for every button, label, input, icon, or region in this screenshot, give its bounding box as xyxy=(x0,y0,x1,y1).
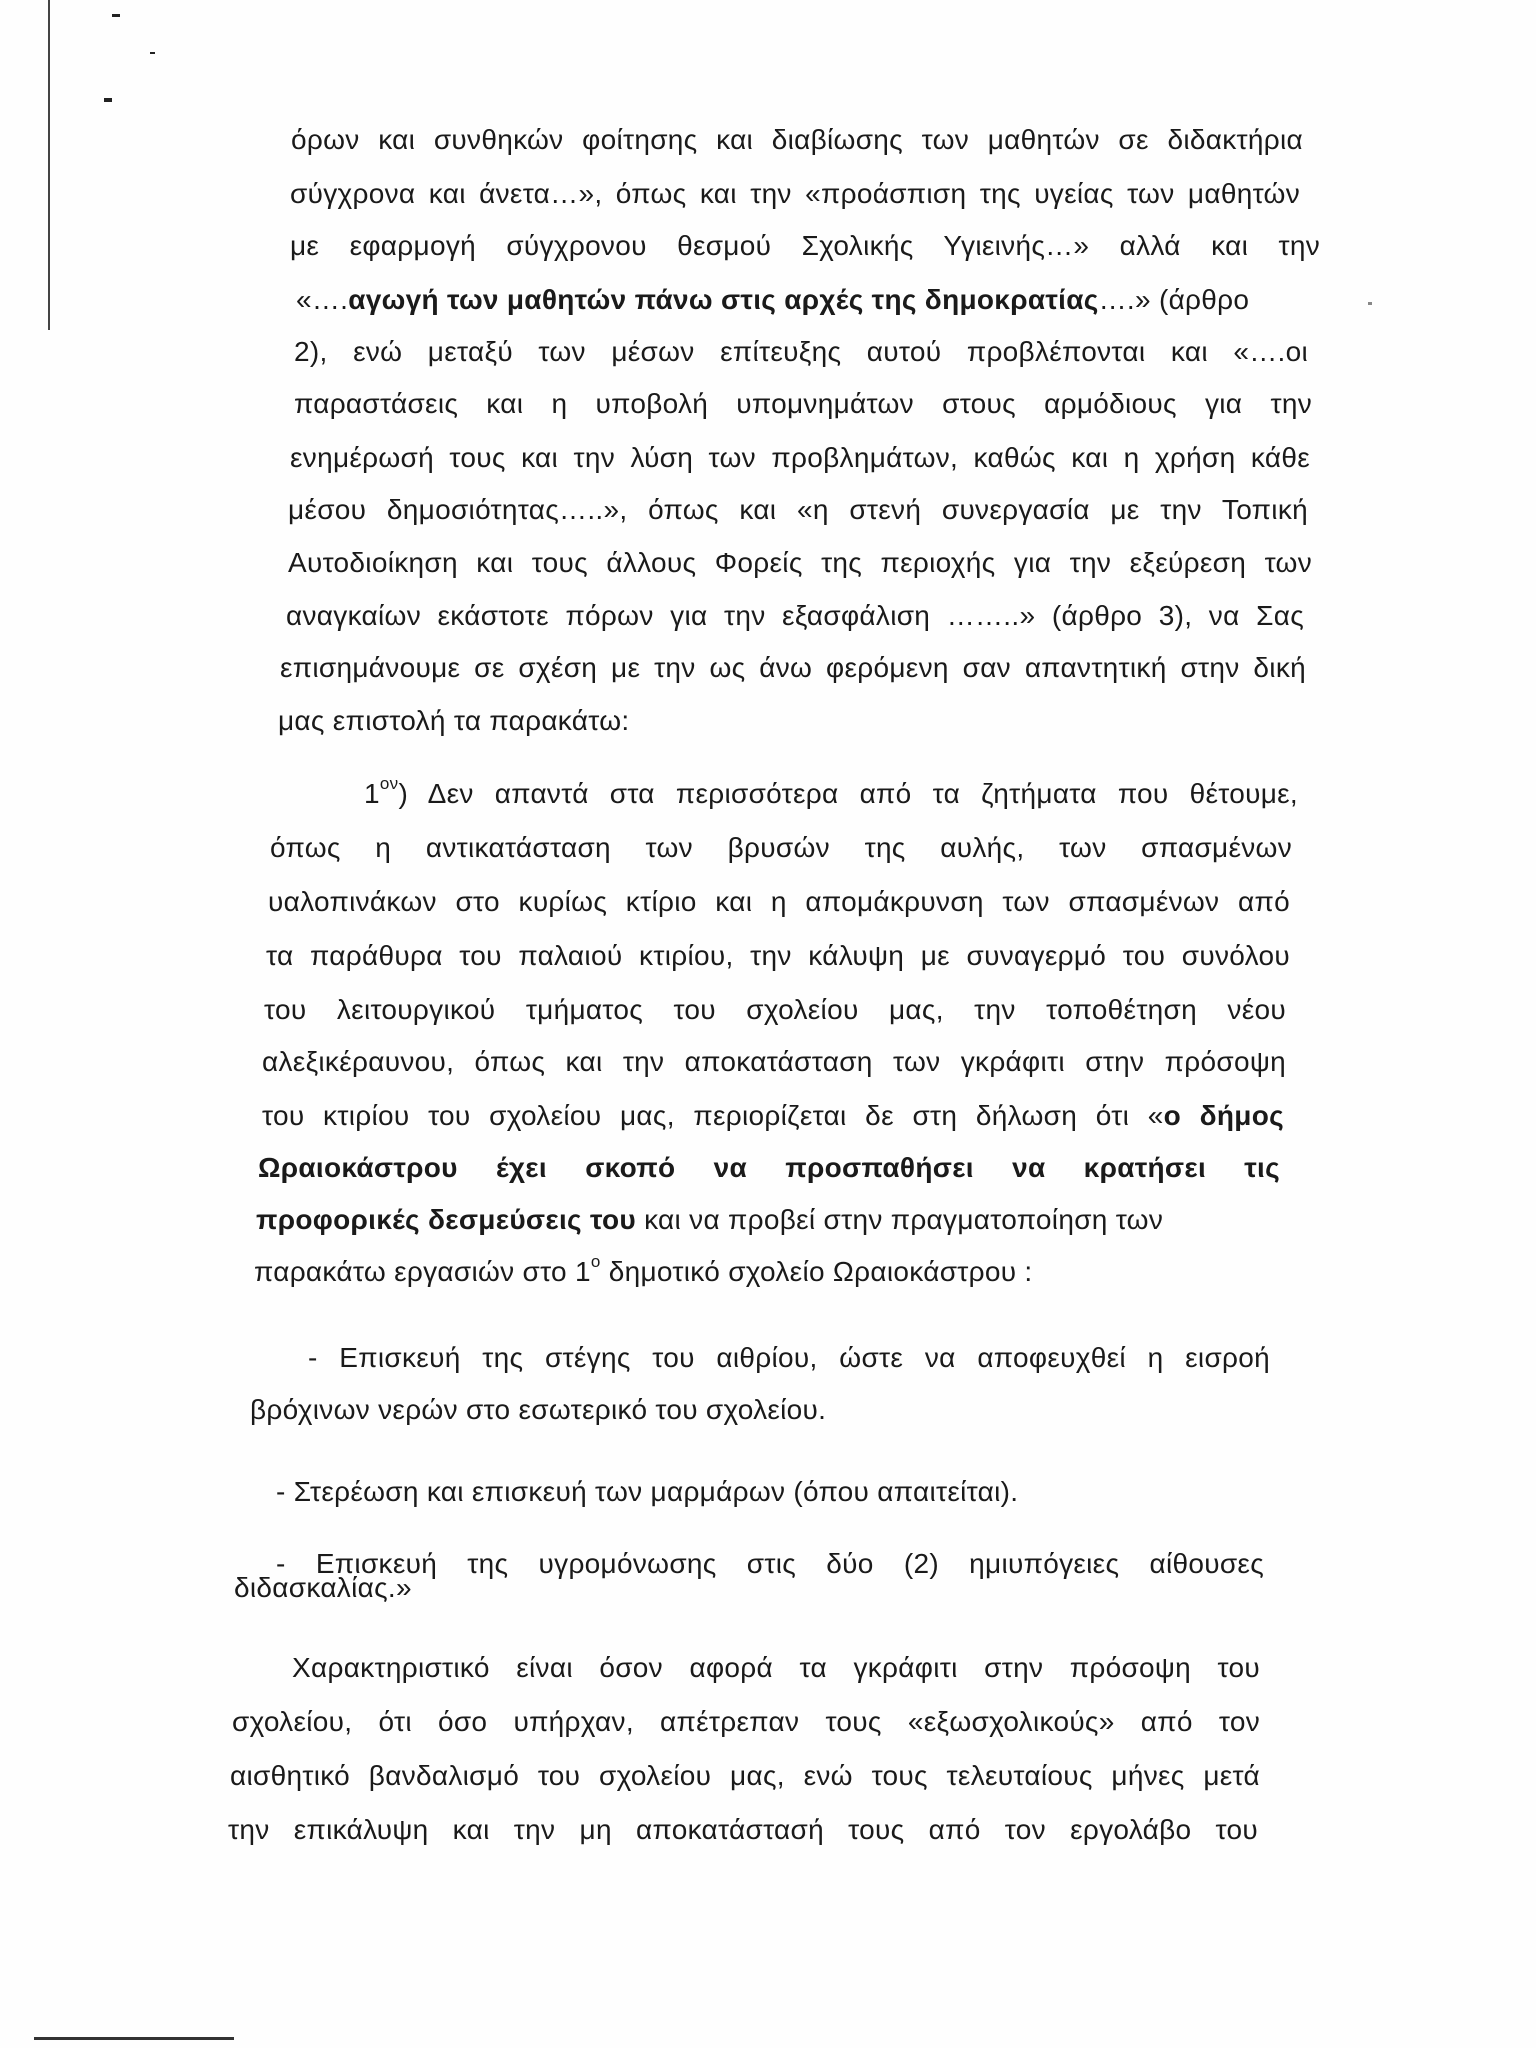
text-line: σύγχρονα και άνετα…», όπως και την «προάσπιση της υγείας των μαθητών xyxy=(290,178,1300,209)
text-line: Χαρακτηριστικό είναι όσον αφορά τα γκράφιτι στην πρόσοψη του xyxy=(292,1652,1260,1683)
text-run: δημοτικό σχολείο Ωραιοκάστρου : xyxy=(600,1256,1033,1287)
text-line: παραστάσεις και η υποβολή υπομνημάτων στους αρμόδιους για την xyxy=(294,388,1312,419)
text-run: παρακάτω εργασιών στο 1 xyxy=(254,1256,591,1287)
text-line: μας επιστολή τα παρακάτω: xyxy=(278,705,630,736)
text-line xyxy=(256,1202,1280,1238)
text-line: επισημάνουμε σε σχέση με την ως άνω φερόμενη σαν απαντητική στην δική xyxy=(280,652,1306,683)
text-line: του λειτουργικού τμήματος του σχολείου μας, την τοποθέτηση νέου xyxy=(264,994,1286,1025)
text-line xyxy=(262,1098,1284,1134)
list-item-continuation: διδασκαλίας.» xyxy=(234,1572,412,1603)
text-line: τα παράθυρα του παλαιού κτιρίου, την κάλυψη με συναγερμό του συνόλου xyxy=(266,940,1290,971)
text-line: υαλοπινάκων στο κυρίως κτίριο και η απομάκρυνση των σπασμένων από xyxy=(268,886,1290,917)
scan-speck xyxy=(150,52,155,54)
text-line: την επικάλυψη και την μη αποκατάστασή τους από τον εργολάβο του xyxy=(228,1814,1258,1845)
scan-edge-mark xyxy=(48,0,50,330)
text-bold-run: προφορικές δεσμεύσεις του xyxy=(256,1204,637,1235)
text-run: «…. xyxy=(296,284,349,315)
text-run: ….» (άρθρο xyxy=(1098,284,1250,315)
scan-speck xyxy=(1368,302,1372,305)
text-line xyxy=(254,1254,1154,1290)
text-line: όπως η αντικατάσταση των βρυσών της αυλής, των σπασμένων xyxy=(270,832,1292,863)
text-line xyxy=(364,776,1298,812)
scan-speck xyxy=(104,98,112,102)
text-line: Ωραιοκάστρου έχει σκοπό να προσπαθήσει να κρατήσει τις xyxy=(258,1152,1280,1183)
text-line: Αυτοδιοίκηση και τους άλλους Φορείς της περιοχής για την εξεύρεση των xyxy=(288,547,1312,578)
text-line: με εφαρμογή σύγχρονου θεσμού Σχολικής Υγιεινής…» αλλά και την xyxy=(290,230,1320,261)
scan-speck xyxy=(112,14,120,17)
ordinal-suffix: ο xyxy=(590,1252,601,1271)
text-run: και να προβεί στην πραγματοποίηση των xyxy=(636,1204,1164,1235)
list-number: 1 xyxy=(364,778,380,809)
text-line: μέσου δημοσιότητας…..», όπως και «η στενή συνεργασία με την Τοπική xyxy=(288,494,1308,525)
list-item-continuation: βρόχινων νερών στο εσωτερικό του σχολείου. xyxy=(250,1394,827,1425)
text-line: αλεξικέραυνου, όπως και την αποκατάσταση των γκράφιτι στην πρόσοψη xyxy=(262,1046,1286,1077)
text-line: αναγκαίων εκάστοτε πόρων για την εξασφάλιση ……..» (άρθρο 3), να Σας xyxy=(286,600,1304,631)
text-bold-run: αγωγή των μαθητών πάνω στις αρχές της δημοκρατίας xyxy=(348,284,1099,315)
text-line: σχολείου, ότι όσο υπήρχαν, απέτρεπαν τους «εξωσχολικούς» από τον xyxy=(232,1706,1260,1737)
list-item: - Επισκευή της στέγης του αιθρίου, ώστε να αποφευχθεί η εισροή xyxy=(308,1342,1270,1373)
list-item: - Επισκευή της υγρομόνωσης στις δύο (2) ημιυπόγειες αίθουσες xyxy=(276,1548,1264,1579)
page-bottom-rule xyxy=(34,2037,234,2040)
list-item: - Στερέωση και επισκευή των μαρμάρων (όπου απαιτείται). xyxy=(276,1476,1019,1507)
text-line: 2), ενώ μεταξύ των μέσων επίτευξης αυτού προβλέπονται και «….οι xyxy=(294,336,1308,367)
text-run: του κτιρίου του σχολείου μας, περιορίζεται δε στη δήλωση ότι « xyxy=(262,1100,1164,1131)
text-line xyxy=(296,282,1320,318)
text-bold-run: ο δήμος xyxy=(1163,1100,1284,1131)
text-run: ) Δεν απαντά στα περισσότερα από τα ζητήματα που θέτουμε, xyxy=(398,778,1298,809)
text-line: όρων και συνθηκών φοίτησης και διαβίωσης των μαθητών σε διδακτήρια xyxy=(291,124,1303,155)
text-line: αισθητικό βανδαλισμό του σχολείου μας, ενώ τους τελευταίους μήνες μετά xyxy=(230,1760,1260,1791)
ordinal-suffix: ον xyxy=(379,774,399,793)
text-line: ενημέρωσή τους και την λύση των προβλημάτων, καθώς και η χρήση κάθε xyxy=(290,442,1310,473)
